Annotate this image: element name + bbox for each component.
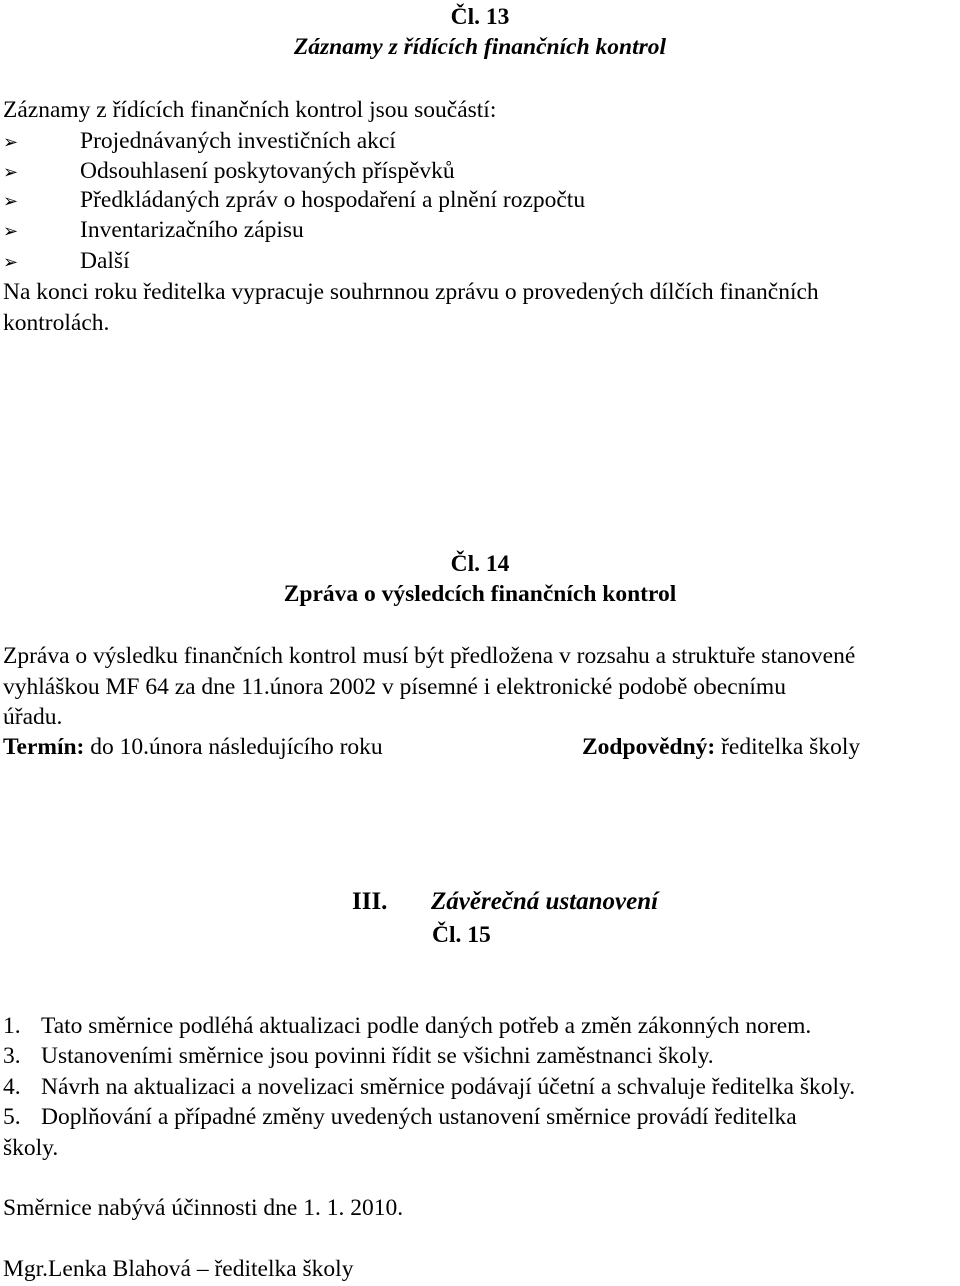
- signature: Mgr.Lenka Blahová – ředitelka školy: [3, 1256, 354, 1282]
- arrow-bullet-icon: ➢: [3, 132, 19, 152]
- article-14-line3: úřadu.: [3, 704, 63, 730]
- effective-date: Směrnice nabývá účinnosti dne 1. 1. 2010.: [3, 1195, 404, 1221]
- list-item: ➢ Předkládaných zpráv o hospodaření a plnění rozpočtu: [3, 187, 586, 213]
- responsible-value: ředitelka školy: [715, 734, 861, 760]
- deadline-value: do 10.února následujícího roku: [84, 734, 383, 760]
- article-13-heading: Čl. 13: [450, 4, 510, 30]
- section-title: Závěrečná ustanovení: [431, 888, 659, 915]
- responsible-label: Zodpovědný:: [582, 734, 716, 760]
- article-13-paragraph-line1: Na konci roku ředitelka vypracuje souhrnnou zprávu o provedených dílčích finančních: [3, 279, 819, 305]
- arrow-bullet-icon: ➢: [3, 162, 19, 182]
- list-item: ➢ Odsouhlasení poskytovaných příspěvků: [3, 158, 455, 184]
- article-13-paragraph-line2: kontrolách.: [3, 310, 110, 336]
- list-item: ➢ Další: [3, 248, 130, 274]
- numbered-item-continuation: školy.: [3, 1135, 59, 1161]
- article-13-intro: Záznamy z řídících finančních kontrol jsou součástí:: [3, 97, 497, 123]
- deadline: [3, 733, 383, 761]
- arrow-bullet-icon: ➢: [3, 221, 19, 241]
- numbered-item: 5. Doplňování a případné změny uvedených ustanovení směrnice provádí ředitelka: [3, 1104, 797, 1130]
- article-15-heading: Čl. 15: [432, 922, 491, 948]
- list-item: ➢ Inventarizačního zápisu: [3, 217, 304, 243]
- list-item: ➢ Projednávaných investičních akcí: [3, 128, 396, 154]
- article-14-title: Zpráva o výsledcích finančních kontrol: [283, 581, 677, 607]
- article-14-line2: vyhláškou MF 64 za dne 11.února 2002 v písemné i elektronické podobě obecnímu: [3, 674, 786, 700]
- numbered-item: 1. Tato směrnice podléhá aktualizaci podle daných potřeb a změn zákonných norem.: [3, 1013, 812, 1039]
- article-14-heading: Čl. 14: [450, 551, 510, 577]
- arrow-bullet-icon: ➢: [3, 252, 19, 272]
- article-13-title: Záznamy z řídících finančních kontrol: [293, 34, 667, 60]
- article-14-line1: Zpráva o výsledku finančních kontrol musí být předložena v rozsahu a struktuře stanovené: [3, 643, 856, 669]
- section-roman-numeral: III.: [352, 888, 388, 915]
- deadline-label: Termín:: [3, 734, 85, 760]
- numbered-item: 3. Ustanoveními směrnice jsou povinni řídit se všichni zaměstnanci školy.: [3, 1043, 714, 1069]
- responsible: [582, 733, 860, 761]
- arrow-bullet-icon: ➢: [3, 191, 19, 211]
- numbered-item: 4. Návrh na aktualizaci a novelizaci směrnice podávají účetní a schvaluje ředitelka školy.: [3, 1074, 856, 1100]
